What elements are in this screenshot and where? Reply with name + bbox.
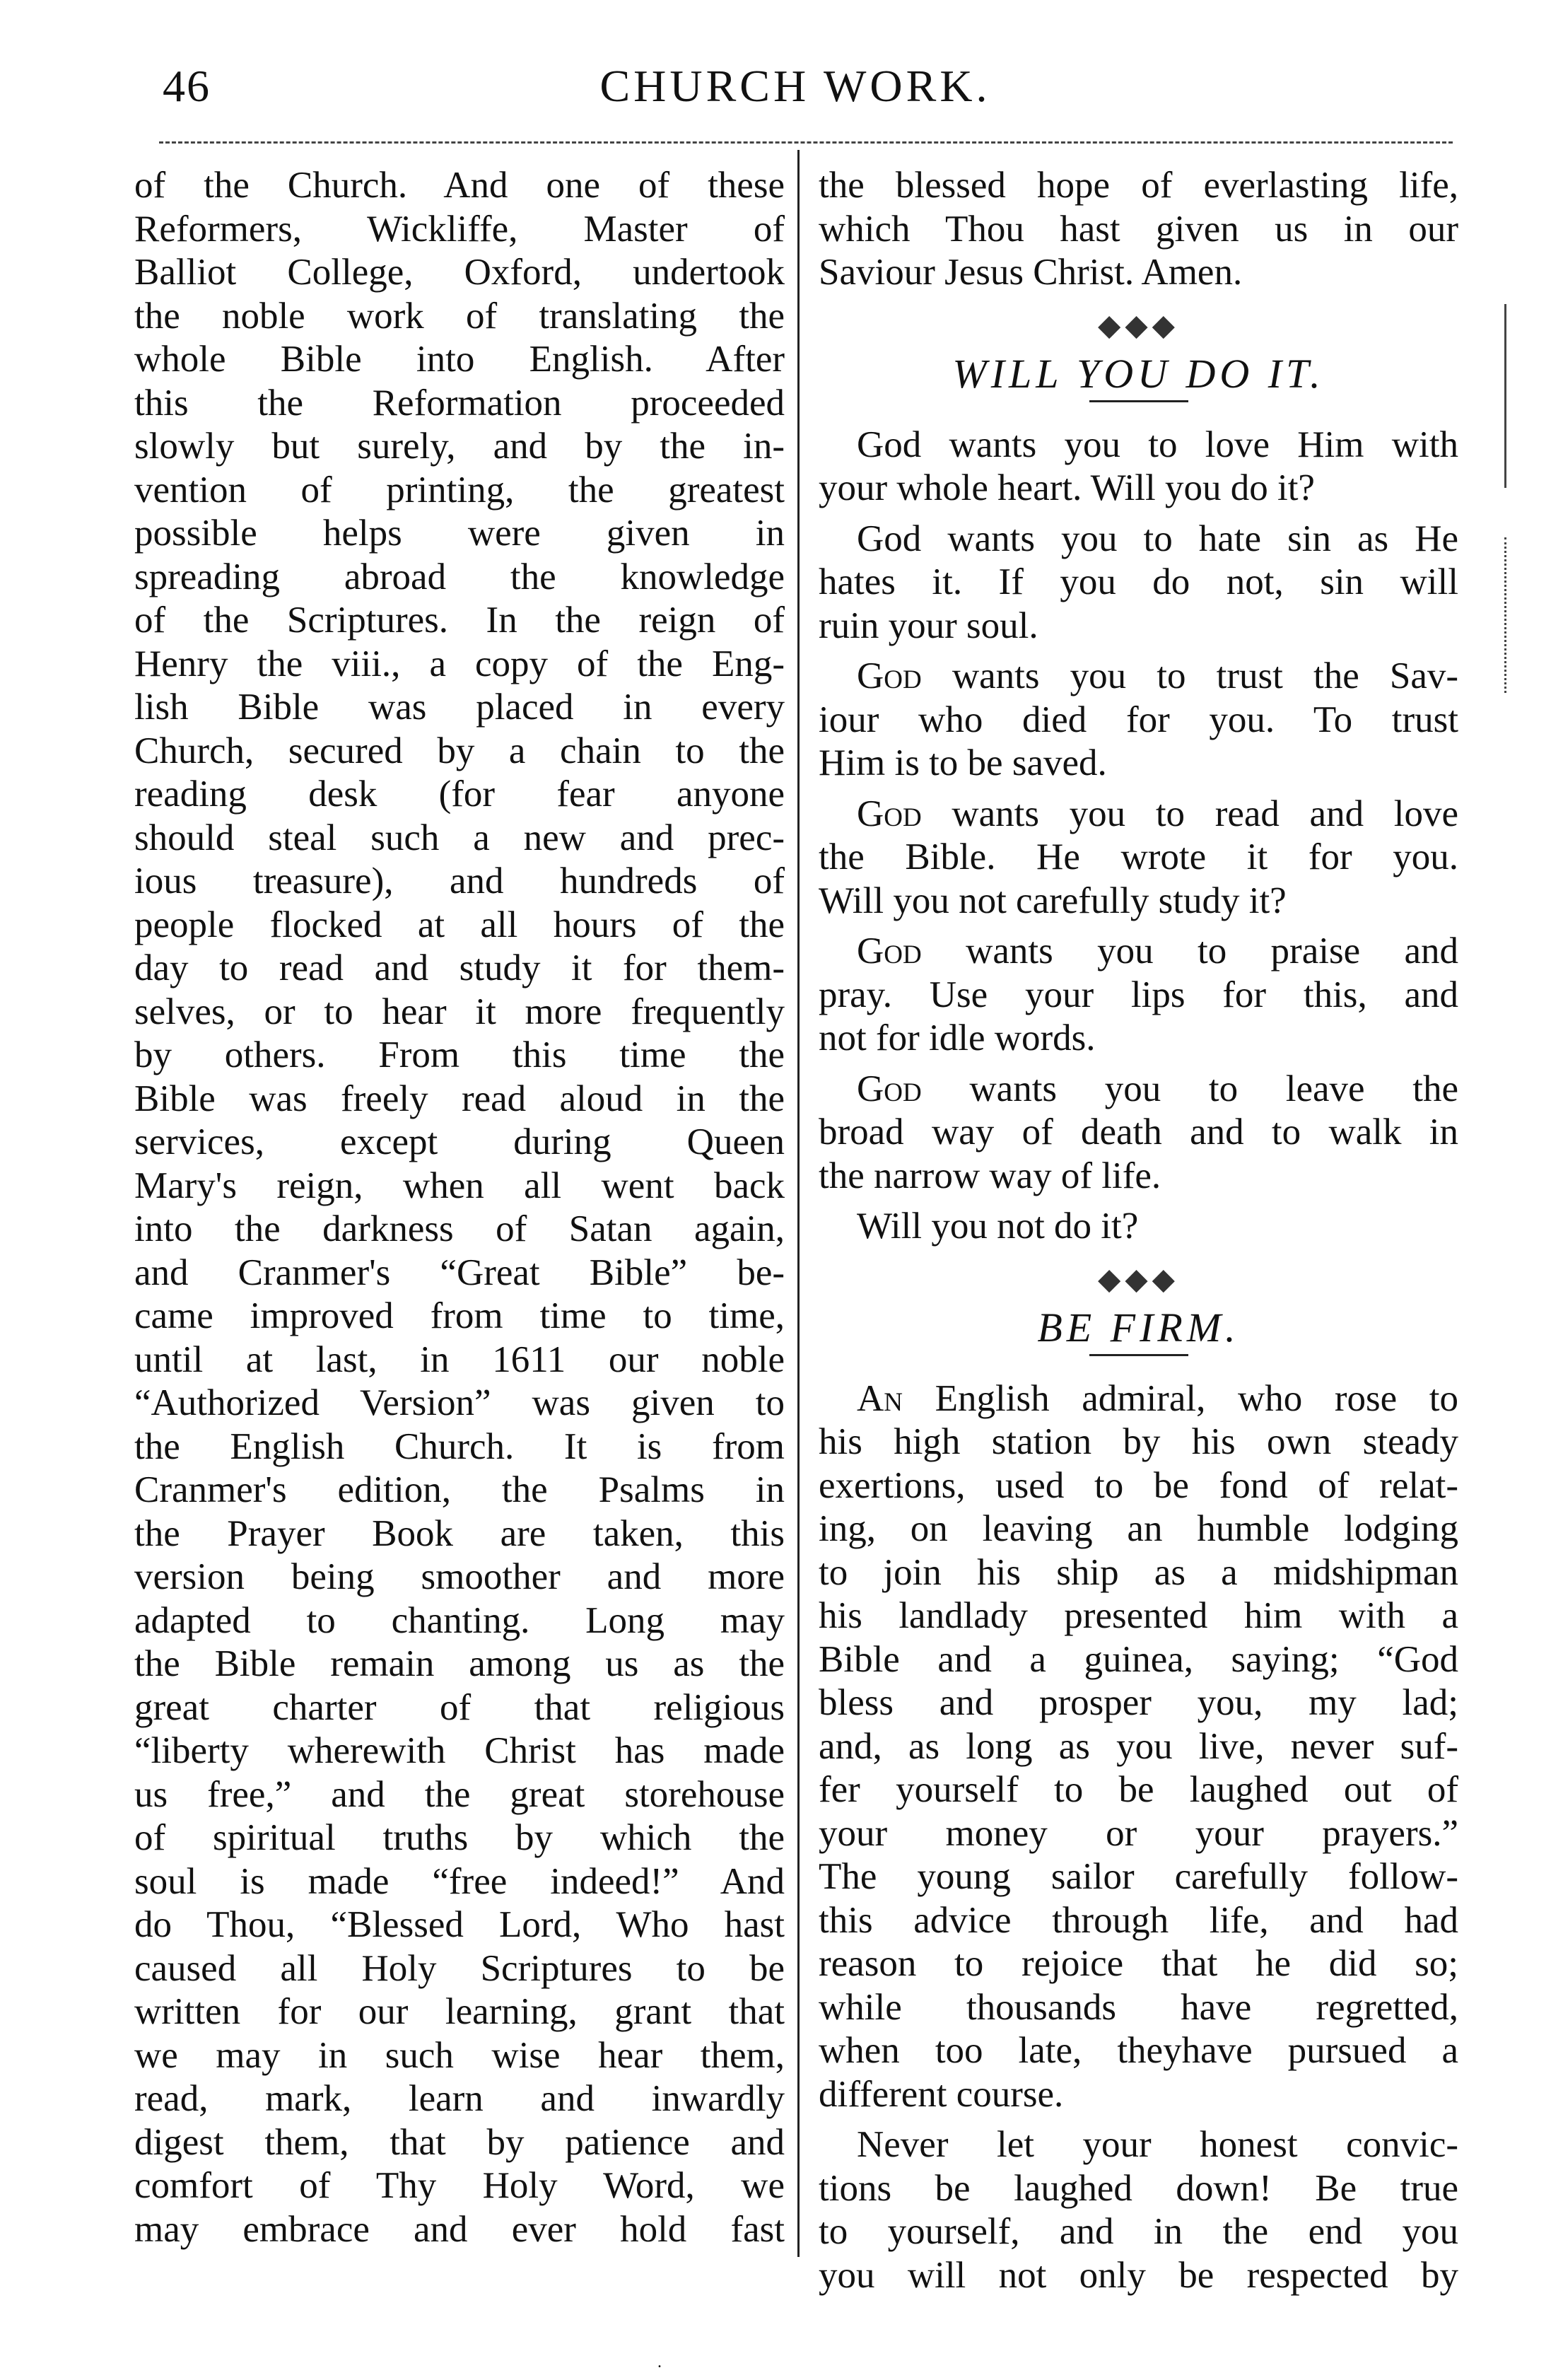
text-line: slowly but surely, and by the in- [134, 426, 785, 467]
text-line: ruin your soul. [819, 605, 1038, 646]
text-line: his high station by his own steady [819, 1421, 1458, 1462]
paragraph [819, 1377, 1458, 2117]
left-column [134, 164, 785, 2251]
heading-rule-2 [1089, 1354, 1188, 1356]
header-rule [159, 141, 1453, 144]
text-line: and, as long as you live, never suf- [819, 1725, 1458, 1767]
page-header [141, 60, 1449, 138]
text-line: fer yourself to be laughed out of [819, 1769, 1458, 1810]
text-line: tions be laughed down! Be true [819, 2167, 1458, 2209]
text-line: your whole heart. Will you do it? [819, 467, 1315, 508]
page-edge-mark [1504, 537, 1506, 693]
text-line: of the Scriptures. In the reign of [134, 600, 785, 641]
text-line: while thousands have regretted, [819, 1986, 1458, 2028]
text-line: reading desk (for fear anyone [134, 774, 785, 815]
text-line: this the Reformation proceeded [134, 382, 785, 424]
text-line: the narrow way of life. [819, 1155, 1161, 1196]
paragraph [819, 424, 1458, 511]
text-line: iour who died for you. To trust [819, 699, 1458, 740]
page-number: 46 [163, 61, 211, 111]
text-line: An English admiral, who rose to [857, 1377, 1458, 1419]
text-line: caused all Holy Scriptures to be [134, 1947, 785, 1989]
text-line: God wants you to hate sin as He [857, 518, 1458, 559]
text-line: should steal such a new and prec- [134, 817, 785, 858]
paragraph [819, 930, 1458, 1061]
section-body-will-you-do-it [819, 424, 1458, 1249]
ornament-divider-2: ◆◆◆ [1098, 1263, 1179, 1296]
text-line: “liberty wherewith Christ has made [134, 1730, 785, 1771]
text-line: selves, or to hear it more frequently [134, 991, 785, 1032]
right-column [819, 164, 1458, 2304]
text-line: bless and prosper you, my lad; [819, 1682, 1458, 1723]
text-line: Mary's reign, when all went back [134, 1165, 785, 1206]
paragraph [819, 655, 1458, 786]
text-line: Cranmer's edition, the Psalms in [134, 1469, 785, 1510]
paragraph [819, 1068, 1458, 1198]
text-line: you will not only be respected by [819, 2254, 1458, 2296]
text-line: broad way of death and to walk in [819, 1112, 1458, 1153]
text-line: “Authorized Version” was given to [134, 1382, 785, 1423]
text-line: different course. [819, 2073, 1064, 2115]
text-line: God wants you to love Him with [857, 424, 1458, 465]
text-line: the Prayer Book are taken, this [134, 1512, 785, 1554]
heading-rule-1 [1089, 400, 1188, 402]
text-line: Church, secured by a chain to the [134, 730, 785, 771]
text-line: adapted to chanting. Long may [134, 1599, 785, 1641]
text-line: ious treasure), and hundreds of [134, 861, 785, 902]
paragraph [819, 2123, 1458, 2297]
left-column-text [134, 164, 785, 2251]
text-line: this advice through life, and had [819, 1899, 1458, 1941]
column-divider [797, 150, 800, 2257]
text-line: not for idle words. [819, 1017, 1096, 1058]
section-body-be-firm [819, 1377, 1458, 2298]
text-line: digest them, that by patience and [134, 2121, 785, 2163]
text-line: the noble work of translating the [134, 295, 785, 337]
text-line: exertions, used to be fond of relat- [819, 1464, 1458, 1506]
text-line: pray. Use your lips for this, and [819, 974, 1458, 1015]
paragraph [819, 1205, 1458, 1249]
text-line: Balliot College, Oxford, undertook [134, 252, 785, 293]
text-line: may embrace and ever hold fast [134, 2208, 785, 2250]
text-line: to join his ship as a midshipman [819, 1551, 1458, 1593]
text-line: the English Church. It is from [134, 1425, 785, 1467]
text-line: The young sailor carefully follow- [819, 1856, 1458, 1897]
text-line: written for our learning, grant that [134, 1991, 785, 2032]
text-line: the Bible remain among us as the [134, 1643, 785, 1684]
page-edge-mark [1504, 304, 1506, 488]
text-line: do Thou, “Blessed Lord, Who hast [134, 1904, 785, 1945]
text-line: people flocked at all hours of the [134, 904, 785, 945]
text-line: the Bible. He wrote it for you. [819, 836, 1458, 877]
text-line: services, except during Queen [134, 1121, 785, 1162]
page-speck: . [657, 2353, 662, 2372]
prayer-continuation [819, 164, 1458, 295]
paragraph [819, 518, 1458, 648]
text-line: day to read and study it for them- [134, 947, 785, 988]
text-line: Henry the viii., a copy of the Eng- [134, 643, 785, 684]
text-line: of spiritual truths by which the [134, 1817, 785, 1858]
text-line: into the darkness of Satan again, [134, 1208, 785, 1249]
text-line: the blessed hope of everlasting life, [819, 165, 1458, 206]
lead-word: God [857, 655, 922, 696]
lead-word: God [857, 793, 922, 834]
text-line: until at last, in 1611 our noble [134, 1338, 785, 1380]
text-line: when too late, theyhave pursued a [819, 2030, 1458, 2071]
text-line: which Thou hast given us in our [819, 208, 1458, 250]
text-line: us free,” and the great storehouse [134, 1773, 785, 1815]
text-line: possible helps were given in [134, 513, 785, 554]
text-line: your money or your prayers.” [819, 1812, 1458, 1854]
text-line: Bible was freely read aloud in the [134, 1078, 785, 1119]
text-line: hates it. If you do not, sin will [819, 561, 1458, 602]
text-line: Will you not do it? [857, 1206, 1139, 1247]
text-line: came improved from time to time, [134, 1295, 785, 1336]
text-line: Bible and a guinea, saying; “God [819, 1638, 1458, 1680]
text-line: lish Bible was placed in every [134, 687, 785, 728]
ornament-divider-1: ◆◆◆ [1098, 309, 1179, 342]
lead-word: God [857, 931, 922, 972]
text-line: read, mark, learn and inwardly [134, 2078, 785, 2119]
text-line: Will you not carefully study it? [819, 880, 1287, 921]
text-line: we may in such wise hear them, [134, 2034, 785, 2076]
text-line: to yourself, and in the end you [819, 2211, 1458, 2252]
text-line: Saviour Jesus Christ. Amen. [819, 252, 1243, 293]
text-line: Reformers, Wickliffe, Master of [134, 208, 785, 250]
text-line: ing, on leaving an humble lodging [819, 1508, 1458, 1549]
text-line: God wants you to trust the Sav- [857, 655, 1458, 696]
text-line: God wants you to read and love [857, 793, 1458, 834]
text-line: soul is made “free indeed!” And [134, 1860, 785, 1902]
text-line: version being smoother and more [134, 1556, 785, 1597]
text-line: of the Church. And one of these [134, 165, 785, 206]
text-line: Never let your honest convic- [857, 2124, 1458, 2165]
text-line: great charter of that religious [134, 1686, 785, 1728]
text-line: his landlady presented him with a [819, 1595, 1458, 1636]
text-line: God wants you to praise and [857, 931, 1458, 972]
text-line: vention of printing, the greatest [134, 469, 785, 511]
text-line: Him is to be saved. [819, 742, 1107, 783]
text-line: reason to rejoice that he did so; [819, 1943, 1458, 1984]
text-line: by others. From this time the [134, 1034, 785, 1075]
lead-word: An [857, 1377, 903, 1419]
text-line: whole Bible into English. After [134, 339, 785, 380]
section-heading-be-firm: BE FIRM. [1037, 1305, 1240, 1351]
section-heading-will-you-do-it: WILL YOU DO IT. [952, 351, 1325, 397]
text-line: comfort of Thy Holy Word, we [134, 2165, 785, 2206]
paragraph [819, 793, 1458, 923]
text-line: spreading abroad the knowledge [134, 556, 785, 597]
text-line: and Cranmer's “Great Bible” be- [134, 1252, 785, 1293]
lead-word: God [857, 1068, 922, 1109]
running-title: CHURCH WORK. [599, 61, 991, 111]
text-line: God wants you to leave the [857, 1068, 1458, 1109]
